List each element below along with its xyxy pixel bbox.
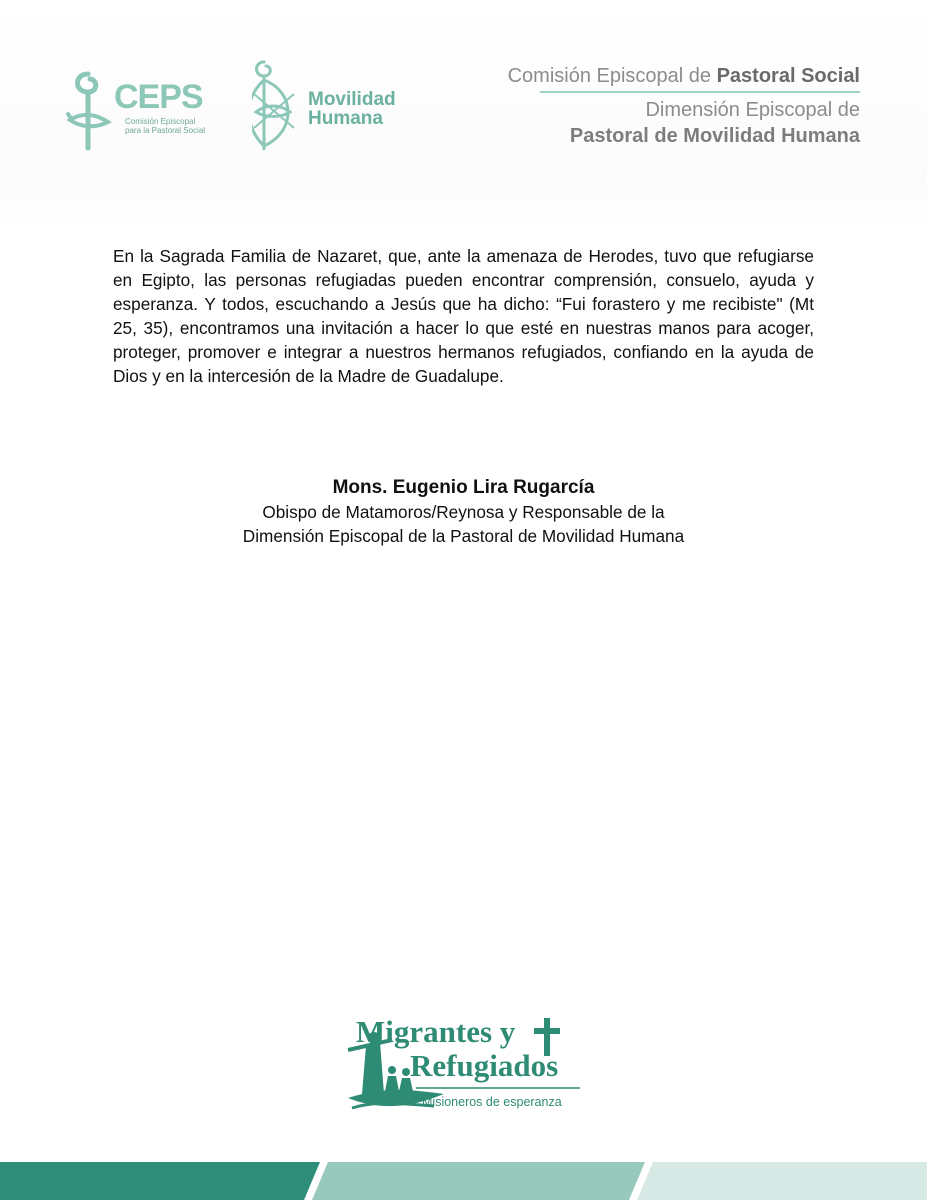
divider xyxy=(540,91,860,93)
signature-block xyxy=(0,476,927,548)
commission-bold: Pastoral Social xyxy=(716,65,860,87)
logo-line-1: Migrantes y xyxy=(356,1014,516,1049)
commission-prefix: Comisión Episcopal de xyxy=(507,65,717,87)
ceps-subtitle xyxy=(125,117,205,135)
footer-stripe-light xyxy=(637,1162,927,1200)
ceps-subtitle-line-2: para la Pastoral Social xyxy=(125,126,206,135)
ceps-subtitle-line-1: Comisión Episcopal xyxy=(125,117,196,126)
signatory-role-line-2: Dimensión Episcopal de la Pastoral de Movilidad Humana xyxy=(242,526,685,546)
logo-line-2: Refugiados xyxy=(410,1048,559,1083)
ceps-name: CEPS xyxy=(114,78,203,116)
signatory-name: Mons. Eugenio Lira Rugarcía xyxy=(332,477,595,498)
footer-stripes xyxy=(0,1162,927,1200)
signatory-role-line-1: Obispo de Matamoros/Reynosa y Responsable de la xyxy=(262,502,665,522)
footer-stripe-mid xyxy=(312,1162,645,1200)
body-paragraph: En la Sagrada Familia de Nazaret, que, ante la amenaza de Herodes, tuvo que refugiarse en Egipto, las personas refugiadas pueden encontrar comprensión, consuelo, ayuda y esperanza. Y todos, escuchando a Jesús que ha dicho: “Fui forastero y me recibiste" (Mt 25, 35), encontramos una invitación a hacer lo que esté en nuestras manos para acoger, proteger, promover e integrar a nuestros hermanos refugiados, confiando en la ayuda de Dios y en la intercesión de la Madre de Guadalupe. xyxy=(113,246,814,386)
movilidad-humana-name xyxy=(308,90,396,128)
saint-figure-icon xyxy=(362,1042,384,1094)
movilidad-line-1: Movilidad xyxy=(308,89,396,110)
migrantes-refugiados-logo xyxy=(344,1012,584,1120)
movilidad-humana-icon xyxy=(252,58,312,154)
dimension-line-1: Dimensión Episcopal de xyxy=(645,99,860,121)
movilidad-line-2: Humana xyxy=(308,108,383,129)
walker-icon xyxy=(388,1066,396,1074)
footer-stripe-dark xyxy=(0,1162,320,1200)
commission-line xyxy=(508,64,860,88)
commission-heading xyxy=(508,64,860,149)
logo-tagline: Misioneros de esperanza xyxy=(422,1095,562,1109)
dimension-line-2: Pastoral de Movilidad Humana xyxy=(569,125,860,147)
